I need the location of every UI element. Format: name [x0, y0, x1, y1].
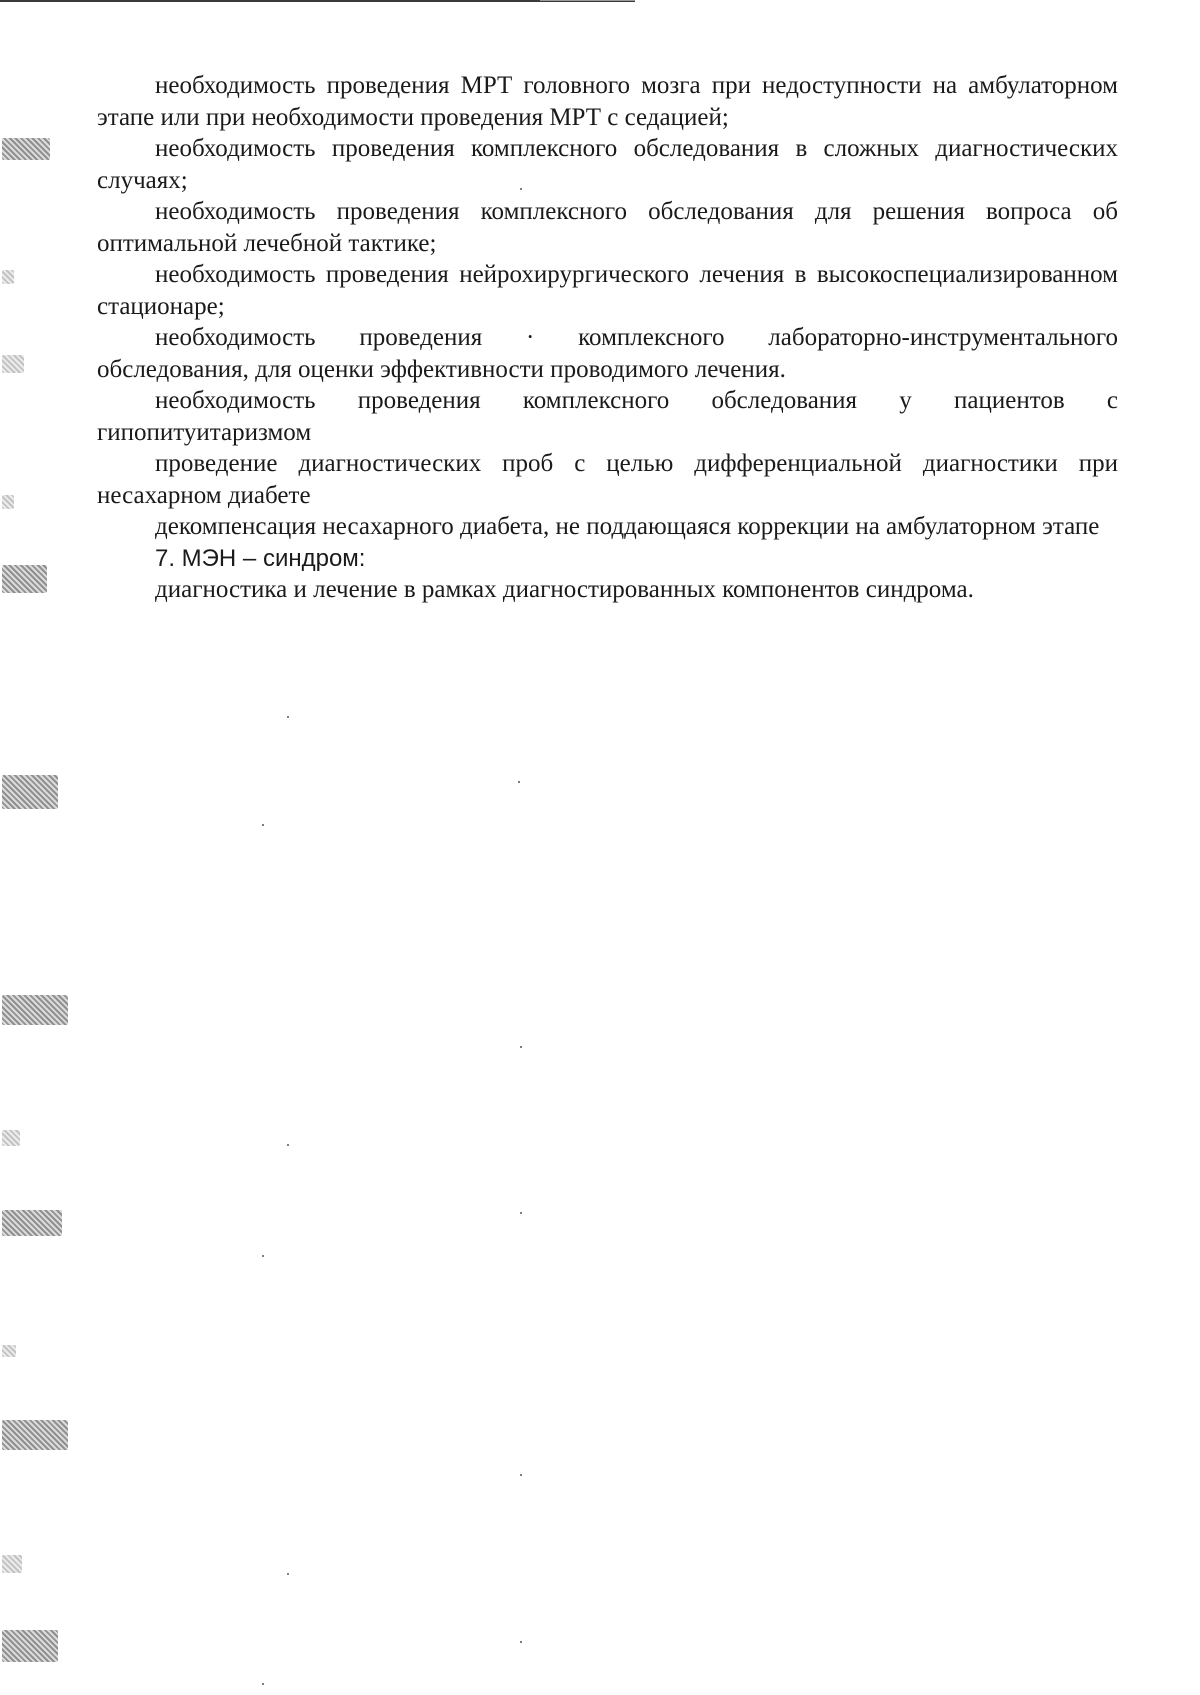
list-item: декомпенсация несахарного диабета, не поддающаяся коррекции на амбулаторном этапе [155, 513, 1100, 540]
scan-artifact [2, 270, 14, 284]
list-item: необходимость проведения · комплексного лабораторно-инструментального обследования, для оценки эффективности проводимого лечения. [97, 324, 1118, 383]
scan-speck [287, 1144, 289, 1146]
scan-artifact [2, 775, 58, 809]
scan-speck [520, 1212, 522, 1214]
scan-speck [287, 1573, 289, 1575]
scan-artifact [2, 1420, 68, 1450]
scan-artifact [2, 1345, 16, 1357]
scan-speck [262, 824, 264, 826]
scan-artifact [2, 1130, 20, 1146]
scan-speck [520, 1641, 522, 1643]
list-item: необходимость проведения комплексного обследования для решения вопроса об оптимальной лечебной тактике; [97, 198, 1118, 257]
scan-artifact [2, 495, 14, 509]
scan-speck [262, 1255, 264, 1257]
scan-artifact [2, 1555, 22, 1573]
scan-artifact [2, 565, 47, 593]
scan-artifact [2, 355, 24, 373]
list-item: необходимость проведения МРТ головного мозга при недоступности на амбулаторном этапе или при необходимости проведения МРТ с седацией; [97, 72, 1118, 131]
list-item: необходимость проведения нейрохирургического лечения в высокоспециализированном стационаре; [97, 261, 1118, 320]
section-heading: 7. МЭН – синдром: [155, 544, 366, 572]
scan-artifact [2, 1630, 58, 1662]
scan-speck [520, 1046, 522, 1048]
scan-artifact [2, 995, 68, 1025]
top-border-line-faint [540, 0, 635, 1]
list-item: проведение диагностических проб с целью дифференциальной диагностики при несахарном диабете [97, 450, 1118, 509]
scan-speck [287, 716, 289, 718]
list-item: диагностика и лечение в рамках диагностированных компонентов синдрома. [155, 576, 974, 603]
list-item: необходимость проведения комплексного обследования в сложных диагностических случаях; [97, 135, 1118, 194]
scan-speck [262, 1683, 264, 1685]
scan-artifact [2, 1210, 62, 1236]
document-body [97, 70, 1118, 606]
scan-speck [518, 781, 520, 783]
scan-speck [520, 1474, 522, 1476]
list-item: необходимость проведения комплексного обследования у пациентов с гипопитуитаризмом [97, 387, 1118, 446]
scan-artifact [2, 138, 50, 160]
